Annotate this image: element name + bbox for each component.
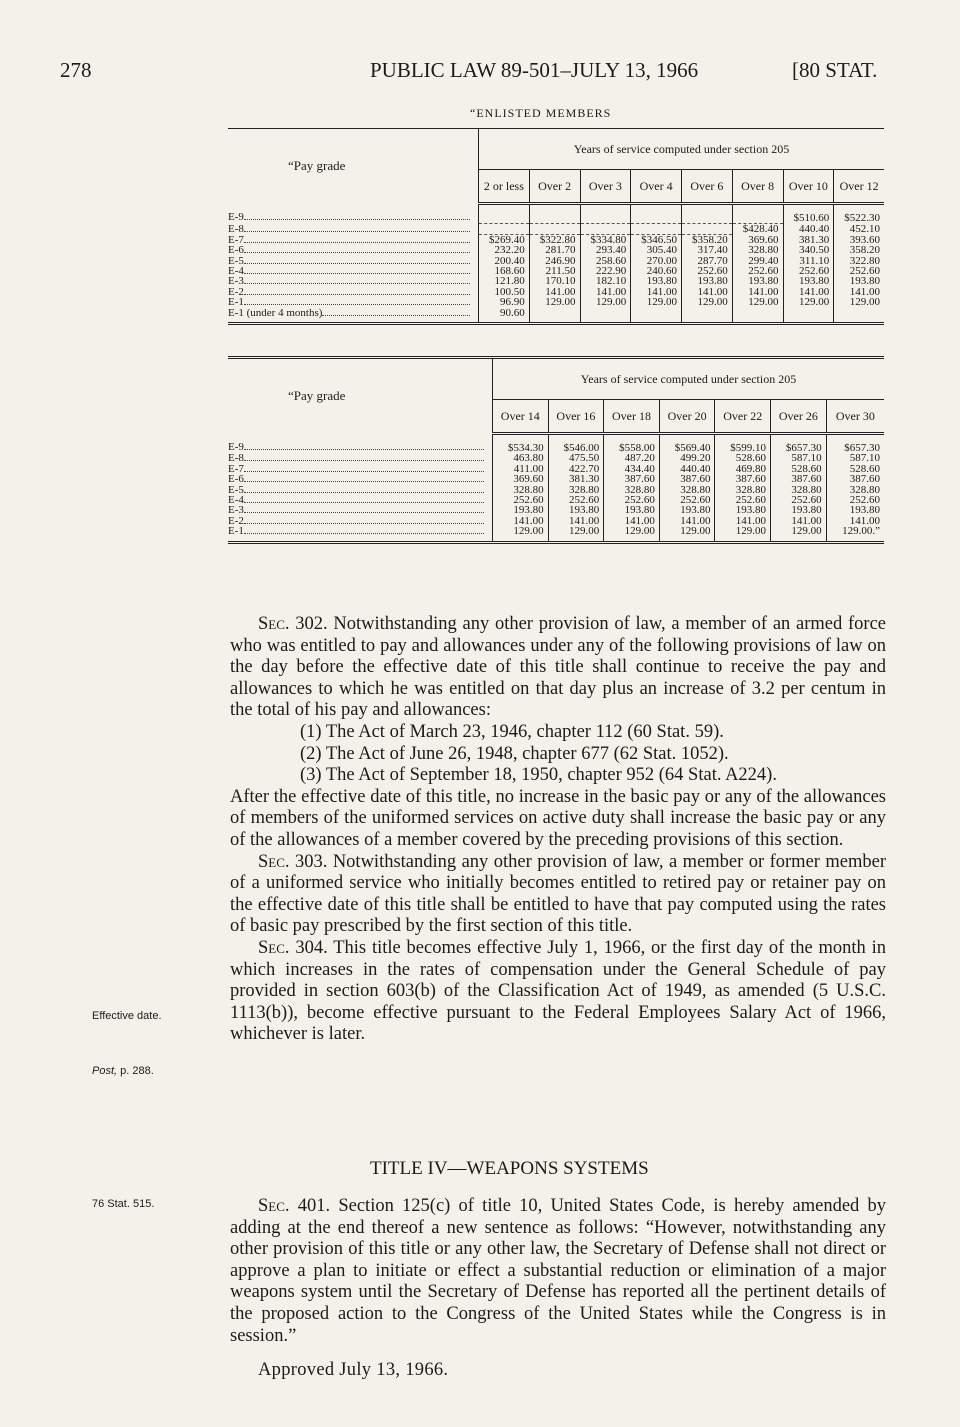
leader-dots — [244, 512, 484, 513]
pay-grade-cell — [228, 434, 493, 454]
pay-value-cell: 141.00 — [604, 516, 660, 526]
pay-value-cell: 252.60 — [834, 266, 884, 276]
pay-grade-cell — [228, 516, 493, 526]
pay-value-cell: $522.30 — [834, 204, 884, 224]
pay-value-cell: 270.00 — [631, 256, 682, 266]
pay-grade-cell — [228, 464, 493, 474]
pay-grade-label: E-7 — [228, 462, 244, 475]
pay-value-cell — [529, 223, 580, 234]
pay-value-cell: 193.80 — [631, 276, 682, 286]
pay-value-cell: $599.10 — [715, 434, 771, 454]
pay-value-cell — [479, 204, 530, 224]
pay-grade-cell — [228, 287, 479, 297]
pay-grade-cell — [228, 234, 479, 245]
column-header: Over 2 — [529, 170, 580, 204]
section-302 — [230, 614, 886, 1046]
pay-grade-label: E-8 — [228, 452, 244, 465]
pay-value-cell: 328.80 — [548, 485, 604, 495]
pay-value-cell: 141.00 — [783, 287, 834, 297]
pay-grade-header: “Pay grade — [288, 388, 346, 404]
pay-value-cell — [834, 308, 884, 324]
leader-dots — [244, 449, 484, 450]
pay-value-cell: 317.40 — [682, 245, 733, 255]
pay-value-cell: 141.00 — [834, 287, 884, 297]
pay-value-cell — [580, 308, 631, 324]
pay-grade-cell — [228, 276, 479, 286]
sec-401-paragraph — [230, 1196, 886, 1347]
leader-dots — [244, 294, 470, 295]
pay-value-cell: 129.00 — [493, 526, 549, 542]
pay-value-cell: $657.30 — [771, 434, 827, 454]
section-text: Notwithstanding any other provision of law, a member or former member of a uniformed service who initially becomes entitled to retired pay or retainer pay on the effective date of this title shall be entitled to have that pay computed using the rates of basic pay prescribed by the first section of this title. — [230, 851, 886, 937]
table-row — [228, 505, 884, 515]
pay-grade-label: E-1 (under 4 months) — [228, 306, 323, 319]
pay-grade-label: E-7 — [228, 233, 244, 246]
pay-value-cell: 252.60 — [771, 495, 827, 505]
pay-value-cell: 141.00 — [715, 516, 771, 526]
table-row — [228, 526, 884, 542]
sec-302-paragraph — [230, 614, 886, 722]
pay-value-cell: 305.40 — [631, 245, 682, 255]
pay-value-cell: $657.30 — [826, 434, 884, 454]
section-text: Notwithstanding any other provision of law, a member of an armed force who was entitled to pay and allowances under any of the following provisions of law on the day before the effective date of this title shall continue to receive the pay and allowances to which he was entitled on that day plus an increase of 3.2 per centum in the total of his pay and allowances: — [230, 614, 887, 721]
pay-value-cell: 141.00 — [580, 287, 631, 297]
pay-value-cell: 252.60 — [659, 495, 715, 505]
pay-value-cell: 193.80 — [732, 276, 783, 286]
section-label: Sec. 401. — [258, 1196, 331, 1216]
pay-value-cell: 129.00 — [659, 526, 715, 542]
pay-value-cell: 422.70 — [548, 464, 604, 474]
pay-grade-label: E-1 — [228, 296, 244, 309]
page-number: 278 — [60, 58, 92, 82]
pay-value-cell: 528.60 — [826, 464, 884, 474]
section-401 — [230, 1196, 886, 1347]
leader-dots — [244, 283, 470, 284]
pay-value-cell — [631, 308, 682, 324]
column-header: Over 3 — [580, 170, 631, 204]
pay-value-cell: 193.80 — [493, 505, 549, 515]
column-header: Over 8 — [732, 170, 783, 204]
pay-grade-label: E-9 — [228, 211, 244, 224]
running-header — [0, 58, 960, 88]
leader-dots — [244, 460, 484, 461]
pay-value-cell: 129.00 — [529, 297, 580, 307]
pay-value-cell: 252.60 — [783, 266, 834, 276]
pay-value-cell: 121.80 — [479, 276, 530, 286]
pay-value-cell: 387.60 — [659, 474, 715, 484]
margin-note-post — [92, 1065, 154, 1077]
pay-grade-cell — [228, 474, 493, 484]
column-header: Over 12 — [834, 170, 884, 204]
pay-value-cell: $322.80 — [529, 234, 580, 245]
pay-value-cell — [479, 223, 530, 234]
pay-grade-cell — [228, 204, 479, 224]
pay-grade-cell — [228, 495, 493, 505]
leader-dots — [244, 533, 484, 534]
leader-dots — [244, 219, 470, 220]
post-italic: Post, — [92, 1065, 118, 1077]
pay-grade-label: E-6 — [228, 473, 244, 486]
column-header: Over 6 — [682, 170, 733, 204]
pay-value-cell: 252.60 — [715, 495, 771, 505]
post-page: p. 288. — [120, 1065, 154, 1077]
pay-grade-cell — [228, 453, 493, 463]
table-row — [228, 485, 884, 495]
pay-value-cell: 193.80 — [783, 276, 834, 286]
pay-value-cell: 452.10 — [834, 223, 884, 234]
leader-dots — [244, 502, 484, 503]
list-item: (3) The Act of September 18, 1950, chapter 952 (64 Stat. A224). — [300, 765, 777, 786]
column-header: Over 22 — [715, 400, 771, 434]
leader-dots — [244, 471, 484, 472]
pay-value-cell — [580, 204, 631, 224]
pay-value-cell — [580, 223, 631, 234]
pay-value-cell: 193.80 — [682, 276, 733, 286]
pay-value-cell: 129.00 — [682, 297, 733, 307]
pay-value-cell: 193.80 — [715, 505, 771, 515]
pay-value-cell: 358.20 — [834, 245, 884, 255]
margin-note-effective-date: Effective date. — [92, 1010, 162, 1022]
pay-grade-cell — [228, 308, 479, 324]
pay-grade-label: E-4 — [228, 494, 244, 507]
leader-dots — [244, 252, 470, 253]
pay-value-cell — [732, 308, 783, 324]
table-row — [228, 453, 884, 463]
pay-value-cell: 141.00 — [732, 287, 783, 297]
pay-value-cell: $358.20 — [682, 234, 733, 245]
pay-value-cell: 328.80 — [493, 485, 549, 495]
pay-grade-label: E-8 — [228, 222, 244, 235]
leader-dots — [244, 492, 484, 493]
pay-grade-cell — [228, 526, 493, 542]
pay-value-cell: 129.00 — [715, 526, 771, 542]
pay-value-cell: 528.60 — [771, 464, 827, 474]
pay-value-cell: 141.00 — [771, 516, 827, 526]
pay-value-cell: 369.60 — [493, 474, 549, 484]
pay-value-cell: 200.40 — [479, 256, 530, 266]
pay-value-cell: 434.40 — [604, 464, 660, 474]
pay-value-cell: 129.00 — [548, 526, 604, 542]
pay-value-cell: $546.00 — [548, 434, 604, 454]
column-header: Over 30 — [826, 400, 884, 434]
pay-value-cell: 281.70 — [529, 245, 580, 255]
pay-value-cell: 100.50 — [479, 287, 530, 297]
pay-value-cell: 340.50 — [783, 245, 834, 255]
years-of-service-header: Years of service computed under section 205 — [493, 358, 885, 400]
pay-value-cell: 258.60 — [580, 256, 631, 266]
column-header: Over 18 — [604, 400, 660, 434]
pay-grade-label: E-3 — [228, 275, 244, 288]
section-text: This title becomes effective July 1, 1966, or the first day of the month in which increases in the rates of compensation under the General Schedule of pay provided in section 603(b) of the Classification Act of 1949, as amended (5 U.S.C. 1113(b)), become effective pursuant to the Federal Employees Salary Act of 1966, whichever is later. — [230, 937, 887, 1045]
law-title: PUBLIC LAW 89-501–JULY 13, 1966 — [370, 58, 699, 82]
pay-value-cell: 328.80 — [826, 485, 884, 495]
pay-value-cell — [682, 223, 733, 234]
section-label: Sec. 302. — [258, 614, 328, 634]
pay-grade-label: E-9 — [228, 441, 244, 454]
list-item: (1) The Act of March 23, 1946, chapter 112 (60 Stat. 59). — [300, 721, 724, 742]
pay-value-cell: 499.20 — [659, 453, 715, 463]
table-row — [228, 204, 884, 224]
pay-value-cell: 90.60 — [479, 308, 530, 324]
pay-value-cell — [732, 204, 783, 224]
sec-304-paragraph — [230, 938, 886, 1046]
pay-value-cell: 487.20 — [604, 453, 660, 463]
leader-dots — [322, 315, 470, 316]
pay-value-cell — [529, 308, 580, 324]
section-label: Sec. 303. — [258, 851, 328, 872]
pay-value-cell: $569.40 — [659, 434, 715, 454]
pay-value-cell: 387.60 — [771, 474, 827, 484]
pay-grade-label: E-6 — [228, 244, 244, 257]
leader-dots — [244, 231, 470, 232]
pay-value-cell: 381.30 — [783, 234, 834, 245]
pay-value-cell: $346.50 — [631, 234, 682, 245]
table-row — [228, 223, 884, 234]
pay-value-cell: 369.60 — [732, 234, 783, 245]
pay-value-cell: 170.10 — [529, 276, 580, 286]
pay-value-cell: 141.00 — [548, 516, 604, 526]
pay-grade-label: E-4 — [228, 265, 244, 278]
leader-dots — [244, 304, 470, 305]
pay-value-cell: 129.00 — [580, 297, 631, 307]
pay-value-cell: 129.00 — [783, 297, 834, 307]
column-header: Over 14 — [493, 400, 549, 434]
pay-grade-label: E-2 — [228, 285, 244, 298]
pay-value-cell: 381.30 — [548, 474, 604, 484]
margin-note-76-stat: 76 Stat. 515. — [92, 1198, 155, 1210]
pay-grade-cell — [228, 266, 479, 276]
sec-303-paragraph — [230, 852, 886, 938]
pay-value-cell: 469.80 — [715, 464, 771, 474]
pay-value-cell: 440.40 — [659, 464, 715, 474]
pay-grade-label: E-5 — [228, 483, 244, 496]
pay-value-cell — [529, 204, 580, 224]
pay-value-cell: 387.60 — [826, 474, 884, 484]
pay-value-cell: 299.40 — [732, 256, 783, 266]
pay-value-cell: 252.60 — [682, 266, 733, 276]
column-header: Over 16 — [548, 400, 604, 434]
column-header: Over 4 — [631, 170, 682, 204]
column-header: Over 26 — [771, 400, 827, 434]
pay-value-cell: 328.80 — [604, 485, 660, 495]
pay-value-cell: 287.70 — [682, 256, 733, 266]
pay-value-cell: 193.80 — [771, 505, 827, 515]
pay-value-cell: 129.00 — [732, 297, 783, 307]
pay-value-cell: 211.50 — [529, 266, 580, 276]
pay-grade-label: E-3 — [228, 504, 244, 517]
sec-302-after: After the effective date of this title, no increase in the basic pay or any of the allowances of members of the uniformed services on active duty shall increase the basic pay or any of the allowances of a member covered by the preceding provisions of this section. — [230, 786, 886, 850]
pay-value-cell: 129.00 — [771, 526, 827, 542]
leader-dots — [244, 481, 484, 482]
table-row — [228, 464, 884, 474]
pay-value-cell: $558.00 — [604, 434, 660, 454]
pay-value-cell: 440.40 — [783, 223, 834, 234]
pay-value-cell: 252.60 — [826, 495, 884, 505]
pay-value-cell — [631, 204, 682, 224]
table-row — [228, 516, 884, 526]
pay-grade-label: E-1 — [228, 525, 244, 538]
pay-value-cell: 193.80 — [659, 505, 715, 515]
pay-grade-cell — [228, 485, 493, 495]
section-label: Sec. 304. — [258, 937, 328, 958]
pay-value-cell: 587.10 — [826, 453, 884, 463]
statute-reference: [80 STAT. — [792, 58, 878, 82]
pay-value-cell: $428.40 — [732, 223, 783, 234]
table-caption: “ENLISTED MEMBERS — [470, 106, 612, 120]
pay-value-cell: 129.00 — [631, 297, 682, 307]
pay-value-cell — [682, 204, 733, 224]
pay-table-1 — [228, 128, 884, 325]
pay-grade-cell — [228, 505, 493, 515]
pay-value-cell: 141.00 — [493, 516, 549, 526]
pay-value-cell: 393.60 — [834, 234, 884, 245]
list-item: (2) The Act of June 26, 1948, chapter 677 (62 Stat. 1052). — [300, 743, 729, 764]
pay-value-cell — [682, 308, 733, 324]
table-row — [228, 474, 884, 484]
pay-value-cell: 328.80 — [659, 485, 715, 495]
pay-value-cell: 193.80 — [548, 505, 604, 515]
title-iv-heading: TITLE IV—WEAPONS SYSTEMS — [370, 1158, 649, 1179]
table-row — [228, 434, 884, 454]
pay-value-cell: 193.80 — [834, 276, 884, 286]
pay-value-cell: 96.90 — [479, 297, 530, 307]
pay-value-cell: 463.80 — [493, 453, 549, 463]
pay-value-cell: 129.00 — [834, 297, 884, 307]
pay-value-cell: 293.40 — [580, 245, 631, 255]
pay-value-cell: 328.80 — [732, 245, 783, 255]
section-text: Section 125(c) of title 10, United States Code, is hereby amended by adding at the end thereof a new sentence as follows: “However, notwithstanding any other provision of this title or any other law, the Secretary of Defense shall not direct or approve a plan to initiate or effect a substantial reduction or elimination of a major weapons system until the Secretary of Defense has reported all the pertinent details of the proposed action to the Congress of the United States while the Congress is in session.” — [230, 1196, 886, 1346]
leader-dots — [244, 263, 470, 264]
pay-value-cell: 411.00 — [493, 464, 549, 474]
pay-grade-label: E-2 — [228, 514, 244, 527]
pay-value-cell: 475.50 — [548, 453, 604, 463]
pay-value-cell: 240.60 — [631, 266, 682, 276]
pay-value-cell: 129.00.” — [826, 526, 884, 542]
column-header: Over 10 — [783, 170, 834, 204]
pay-value-cell: 322.80 — [834, 256, 884, 266]
pay-value-cell: 252.60 — [548, 495, 604, 505]
pay-value-cell: 387.60 — [715, 474, 771, 484]
pay-value-cell: 232.20 — [479, 245, 530, 255]
pay-value-cell: 246.90 — [529, 256, 580, 266]
pay-value-cell: 311.10 — [783, 256, 834, 266]
leader-dots — [244, 242, 470, 243]
pay-value-cell: 222.90 — [580, 266, 631, 276]
pay-value-cell: 252.60 — [732, 266, 783, 276]
pay-grade-cell — [228, 223, 479, 234]
pay-value-cell: 252.60 — [604, 495, 660, 505]
column-header: 2 or less — [479, 170, 530, 204]
pay-value-cell: $534.30 — [493, 434, 549, 454]
pay-value-cell: 141.00 — [682, 287, 733, 297]
pay-grade-cell — [228, 256, 479, 266]
pay-value-cell — [783, 308, 834, 324]
pay-value-cell: 141.00 — [659, 516, 715, 526]
pay-value-cell: $334.80 — [580, 234, 631, 245]
pay-value-cell: 141.00 — [631, 287, 682, 297]
pay-value-cell: 193.80 — [604, 505, 660, 515]
pay-value-cell: 193.80 — [826, 505, 884, 515]
pay-value-cell: 328.80 — [771, 485, 827, 495]
pay-value-cell: 387.60 — [604, 474, 660, 484]
pay-value-cell: $269.40 — [479, 234, 530, 245]
years-of-service-header: Years of service computed under section 205 — [479, 129, 885, 170]
table-row — [228, 308, 884, 324]
pay-grade-cell — [228, 245, 479, 255]
pay-value-cell: 528.60 — [715, 453, 771, 463]
pay-value-cell: 168.60 — [479, 266, 530, 276]
pay-value-cell — [631, 223, 682, 234]
pay-value-cell: 182.10 — [580, 276, 631, 286]
pay-value-cell: 129.00 — [604, 526, 660, 542]
pay-value-cell: 141.00 — [529, 287, 580, 297]
approved-date: Approved July 13, 1966. — [258, 1360, 449, 1380]
pay-table-2 — [228, 356, 884, 544]
pay-value-cell: $510.60 — [783, 204, 834, 224]
leader-dots — [244, 523, 484, 524]
pay-grade-header: “Pay grade — [288, 158, 346, 174]
pay-value-cell: 587.10 — [771, 453, 827, 463]
table-row — [228, 495, 884, 505]
pay-value-cell: 328.80 — [715, 485, 771, 495]
pay-value-cell: 141.00 — [826, 516, 884, 526]
column-header: Over 20 — [659, 400, 715, 434]
leader-dots — [244, 273, 470, 274]
pay-value-cell: 252.60 — [493, 495, 549, 505]
table-row — [228, 297, 884, 307]
pay-grade-label: E-5 — [228, 254, 244, 267]
